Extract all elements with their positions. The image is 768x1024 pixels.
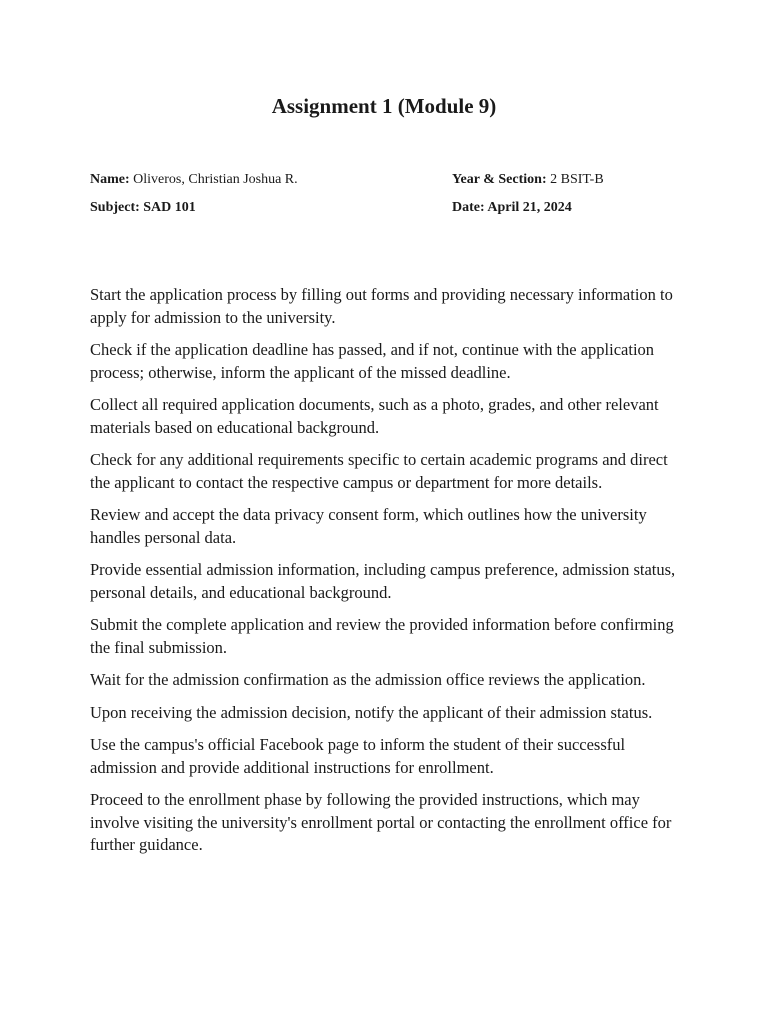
name-value: Oliveros, Christian Joshua R. xyxy=(133,172,298,187)
paragraph: Proceed to the enrollment phase by following the provided instructions, which may involve visiting the university's enrollment portal or contacting the enrollment office for further guidance. xyxy=(90,790,672,854)
document-title: Assignment 1 (Module 9) xyxy=(271,94,497,118)
year-section-label: Year & Section: xyxy=(452,172,547,187)
year-section-value: 2 BSIT-B xyxy=(550,172,604,187)
subject-field: Subject: SAD 101 xyxy=(90,200,196,215)
paragraph: Start the application process by filling out forms and providing necessary information to apply for admission to the university. xyxy=(90,285,673,327)
paragraph: Upon receiving the admission decision, notify the applicant of their admission status. xyxy=(90,702,653,722)
name-field xyxy=(90,171,298,189)
paragraph: Review and accept the data privacy consent form, which outlines how the university handles personal data. xyxy=(90,505,647,547)
document-body xyxy=(90,284,690,867)
date-field: Date: April 21, 2024 xyxy=(452,200,572,215)
paragraph: Provide essential admission information, including campus preference, admission status, personal details, and educational background. xyxy=(90,560,676,602)
year-section-field xyxy=(452,171,604,189)
paragraph: Use the campus's official Facebook page to inform the student of their successful admission and provide additional instructions for enrollment. xyxy=(90,735,626,777)
paragraph: Check for any additional requirements specific to certain academic programs and direct the applicant to contact the respective campus or department for more details. xyxy=(90,450,668,492)
name-label: Name: xyxy=(90,172,130,187)
paragraph: Submit the complete application and review the provided information before confirming the final submission. xyxy=(90,615,674,657)
paragraph: Collect all required application documents, such as a photo, grades, and other relevant materials based on educational background. xyxy=(90,395,659,437)
paragraph: Check if the application deadline has passed, and if not, continue with the application process; otherwise, inform the applicant of the missed deadline. xyxy=(90,340,655,382)
paragraph: Wait for the admission confirmation as the admission office reviews the application. xyxy=(90,670,646,689)
